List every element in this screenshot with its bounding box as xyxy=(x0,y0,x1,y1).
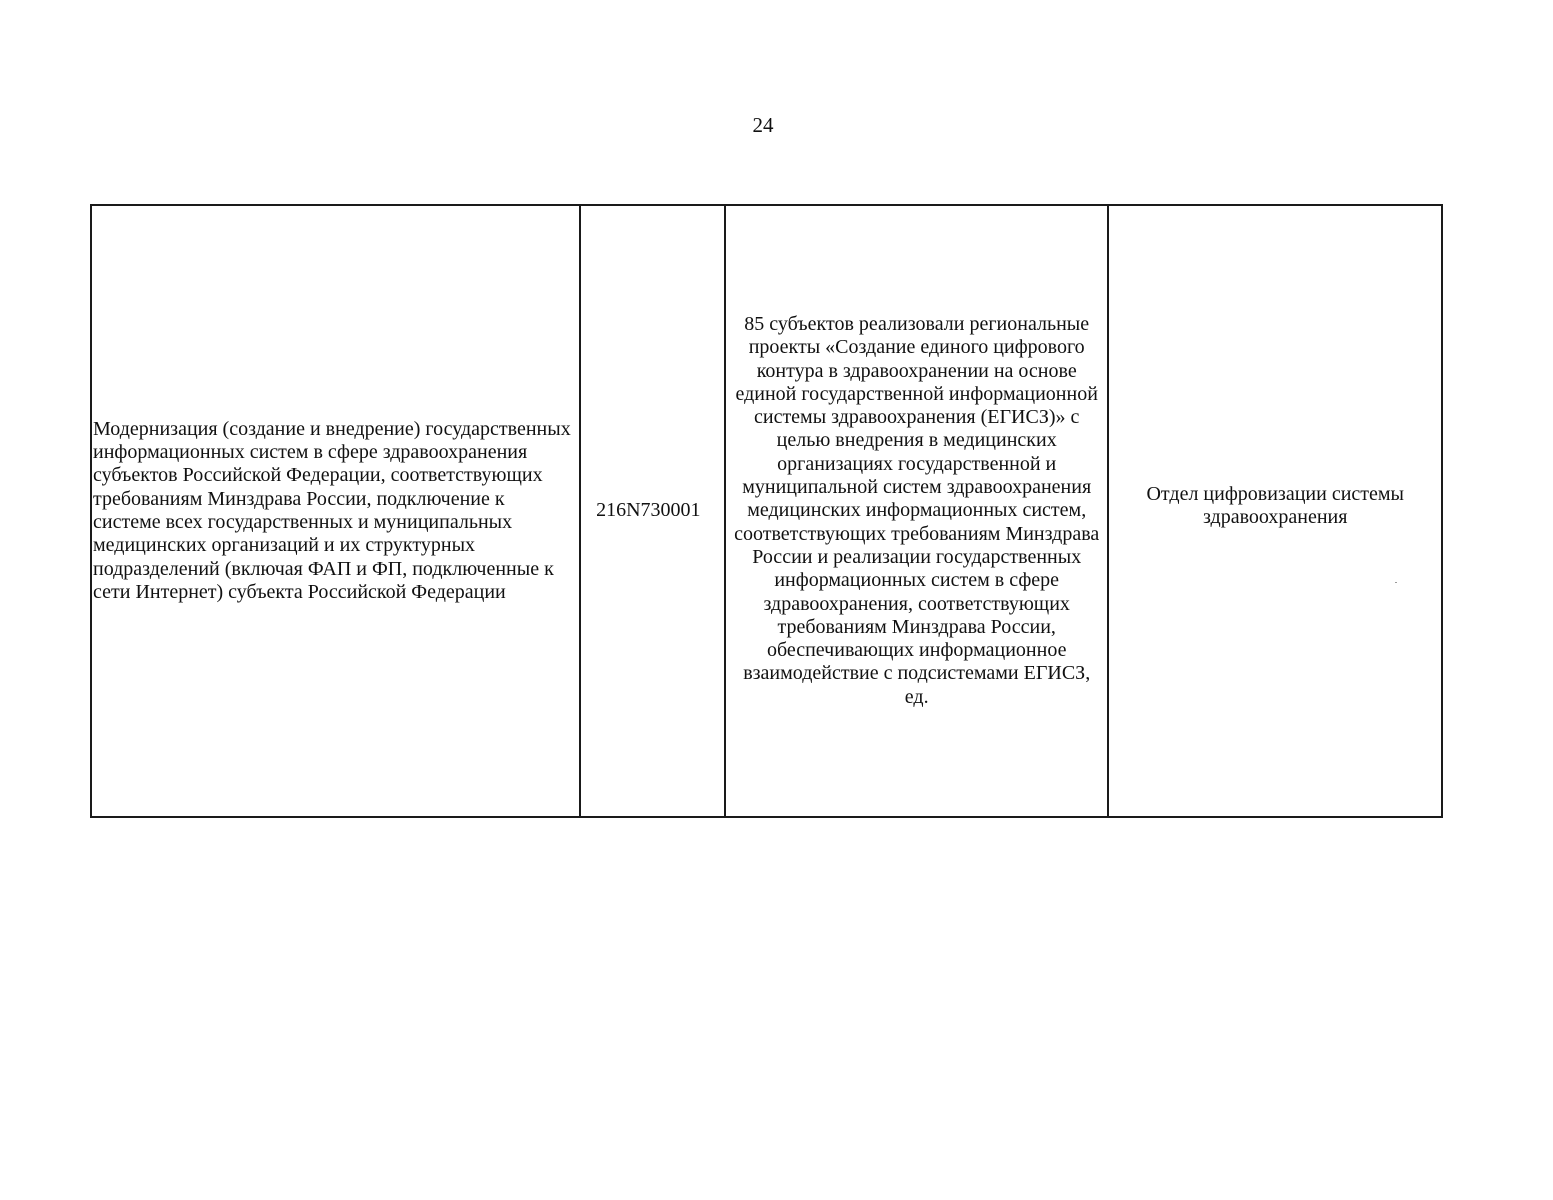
code-text: 216N730001 xyxy=(596,499,701,522)
table-cell-measure-name xyxy=(91,205,580,817)
page-number: 24 xyxy=(752,113,774,137)
table-row xyxy=(91,205,1442,817)
responsible-text: Отдел цифровизации системы здравоохранения xyxy=(1146,482,1404,528)
scan-speck xyxy=(1395,582,1397,583)
indicator-text: 85 субъектов реализовали региональные проекты «Создание единого цифрового контура в здравоохранении на основе единой государственной информационной системы здравоохранения (ЕГИСЗ)» с целью внедрения в медицинских организациях государственной и муниципальной систем здравоохранения медицинских информационных систем, соответствующих требованиям Минздрава России и реализации государственных информационных систем в сфере здравоохранения, соответствующих требованиям Минздрава России, обеспечивающих информационное взаимодействие с подсистемами ЕГИСЗ, ед. xyxy=(734,312,1100,708)
table-cell-code xyxy=(580,205,725,817)
table-cell-indicator xyxy=(725,205,1109,817)
table-cell-responsible xyxy=(1108,205,1442,817)
document-table xyxy=(90,204,1443,818)
measure-name-text: Модернизация (создание и внедрение) государственных информационных систем в сфере здравоохранения субъектов Российской Федерации, соответствующих требованиям Минздрава России, подключение к системе всех государственных и муниципальных медицинских организаций и их структурных подразделений (включая ФАП и ФП, подключенные к сети Интернет) субъекта Российской Федерации xyxy=(93,417,571,603)
